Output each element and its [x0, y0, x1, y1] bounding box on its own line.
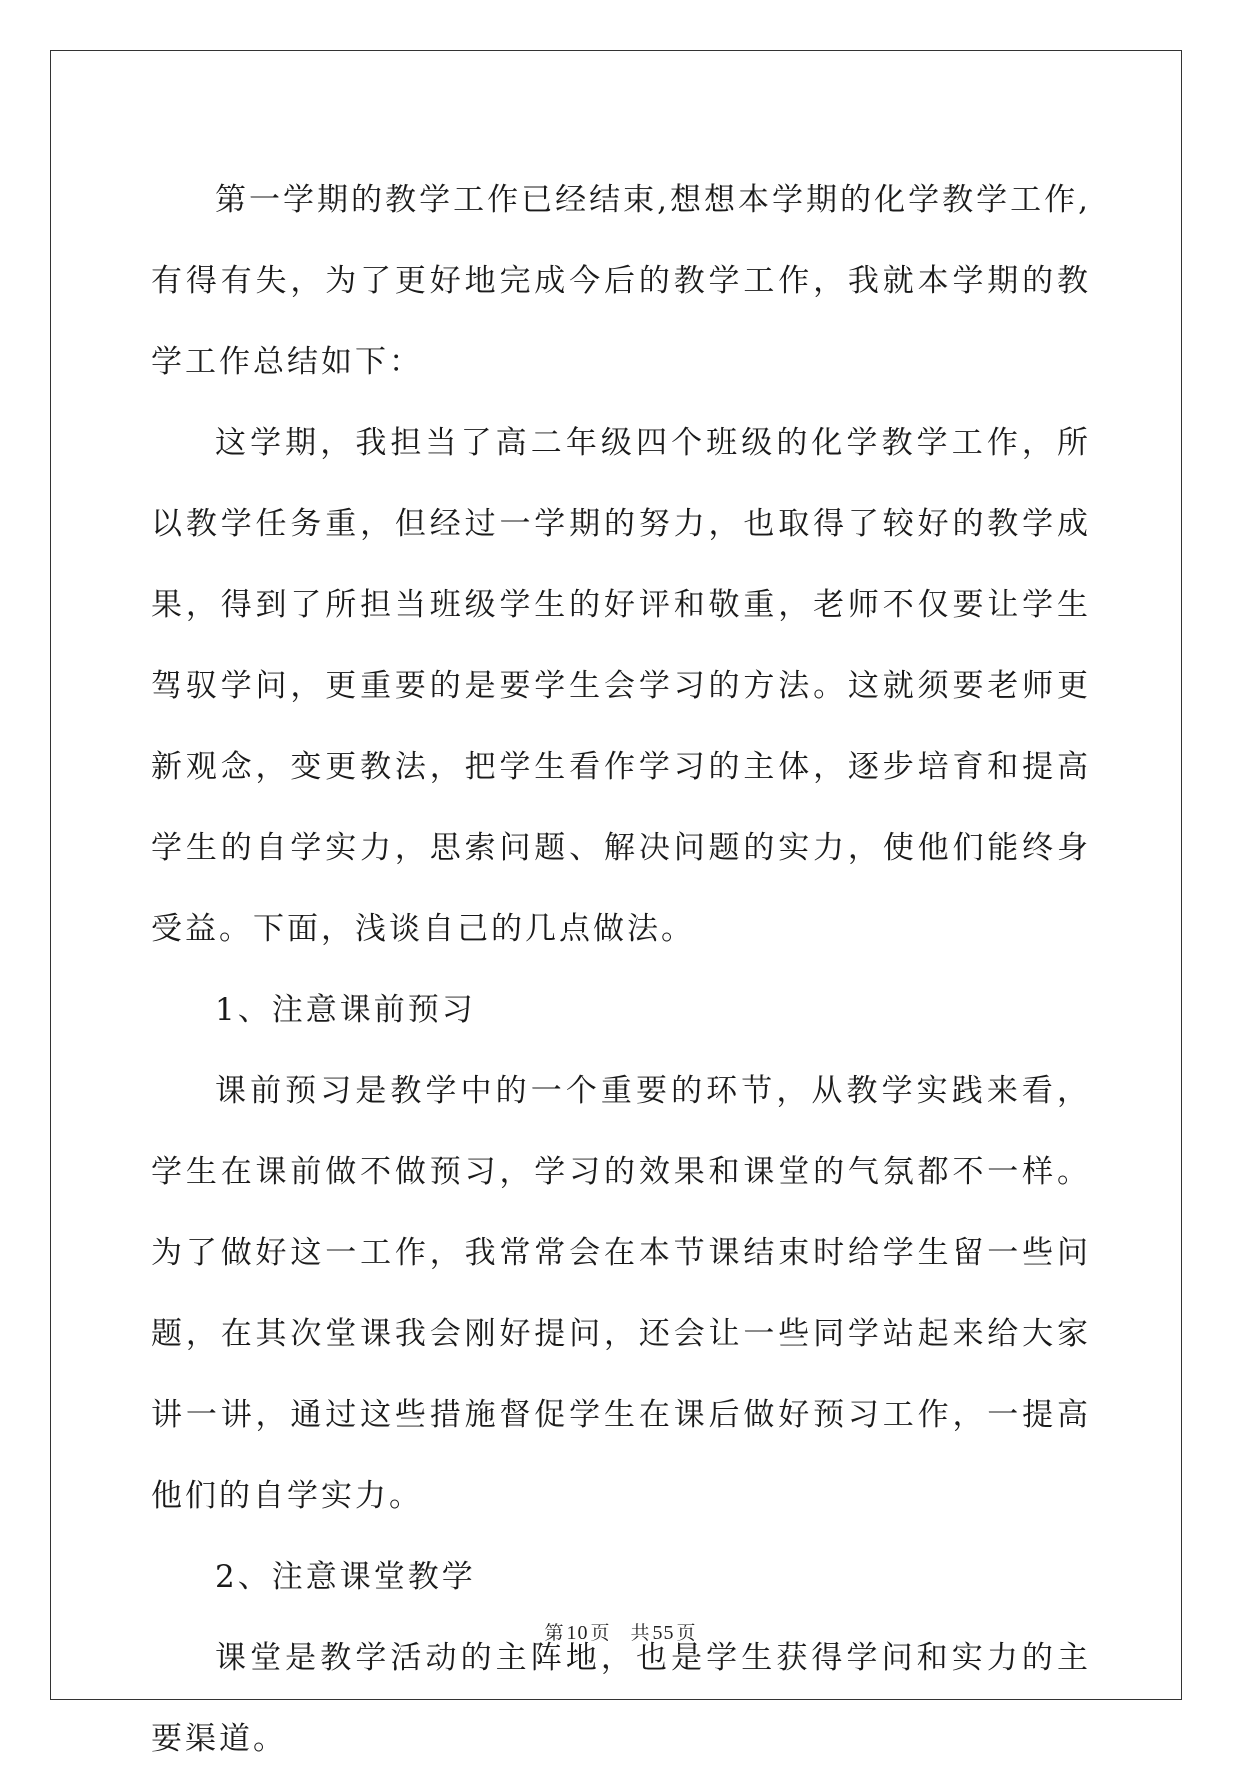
page-suffix: 页: [590, 1622, 611, 1644]
page-prefix: 第: [544, 1622, 565, 1644]
paragraph-overview: 这学期，我担当了高二年级四个班级的化学教学工作，所以教学任务重，但经过一学期的努力，也取得了较好的教学成果，得到了所担当班级学生的好评和敬重，老师不仅要让学生驾驭学问，更重要的是要学生会学习的方法。这就须要老师更新观念，变更教法，把学生看作学习的主体，逐步培育和提高学生的自学实力，思索问题、解决问题的实力，使他们能终身受益。下面，浅谈自己的几点做法。: [151, 425, 1091, 947]
section-heading-2: 2、注意课堂教学: [215, 1559, 476, 1595]
total-suffix: 页: [676, 1622, 697, 1644]
paragraph-classroom: 课堂是教学活动的主阵地，也是学生获得学问和实力的主要渠道。: [151, 1640, 1091, 1757]
paragraph-intro: 第一学期的教学工作已经结束,想想本学期的化学教学工作,有得有失，为了更好地完成今后的教学工作，我就本学期的教学工作总结如下：: [151, 182, 1091, 380]
section-heading-1: 1、注意课前预习: [215, 992, 476, 1028]
paragraph-preview: 课前预习是教学中的一个重要的环节，从教学实践来看，学生在课前做不做预习，学习的效果和课堂的气氛都不一样。为了做好这一工作，我常常会在本节课结束时给学生留一些问题，在其次堂课我会刚好提问，还会让一些同学站起来给大家讲一讲，通过这些措施督促学生在课后做好预习工作，一提高他们的自学实力。: [151, 1073, 1091, 1514]
page-number: 10: [566, 1622, 589, 1644]
document-body: [151, 160, 1091, 1780]
total-prefix: 共: [630, 1622, 651, 1644]
page-footer: [0, 1618, 1241, 1645]
total-pages: 55: [652, 1622, 675, 1644]
